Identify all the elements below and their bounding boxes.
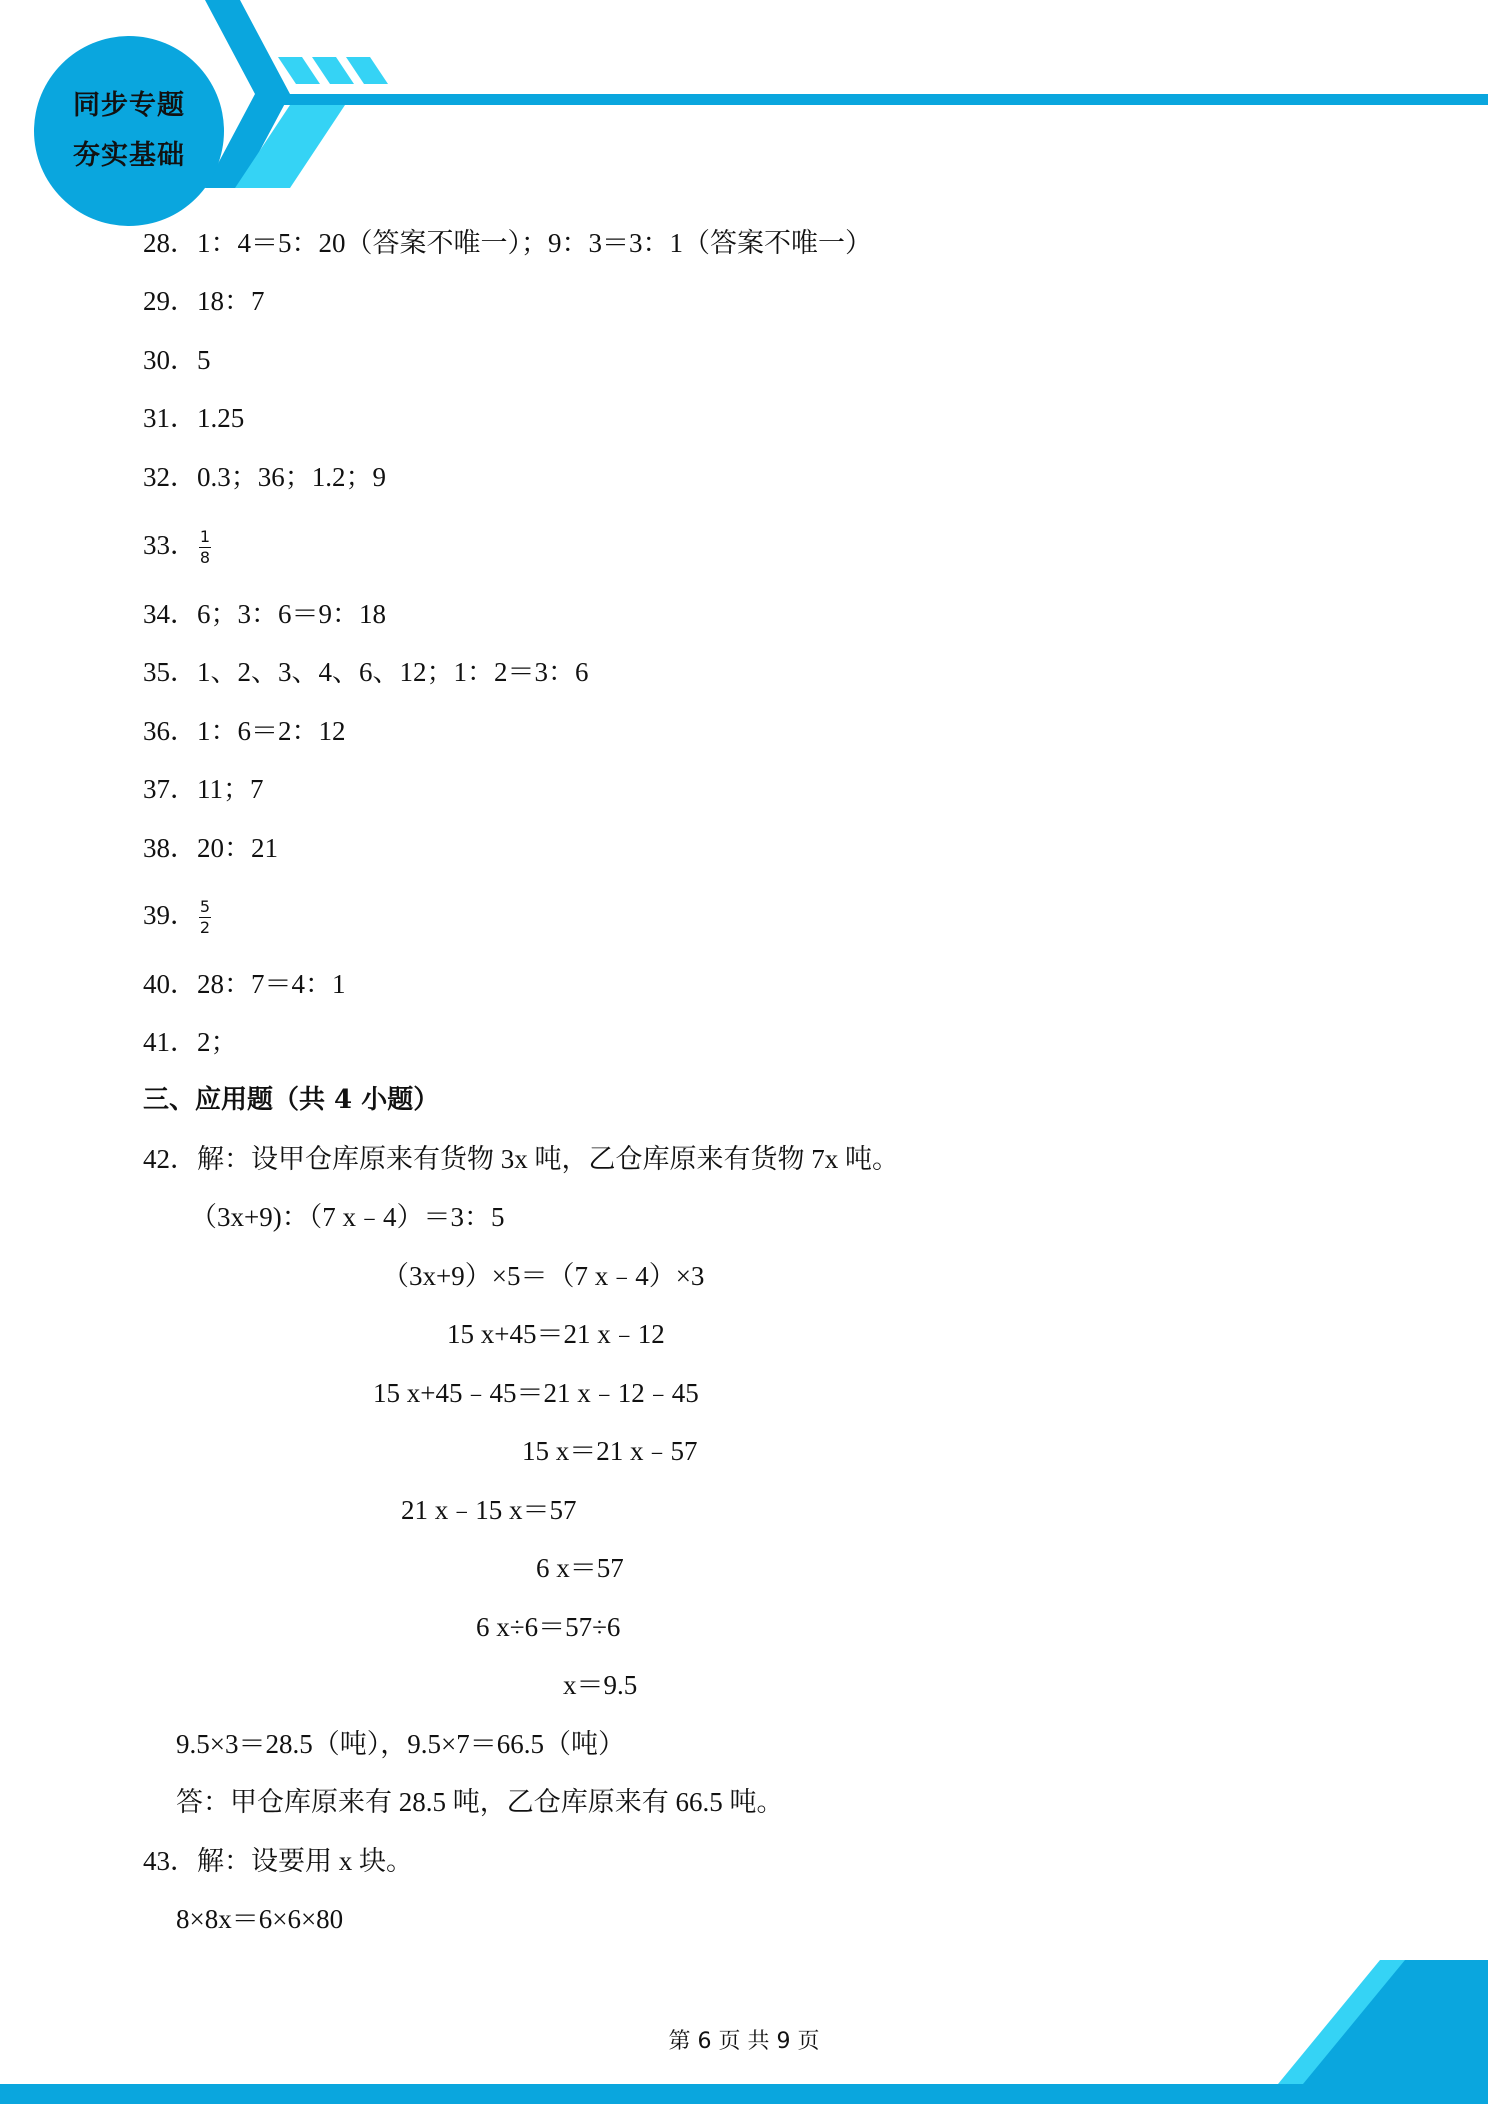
answer-41 — [143, 1025, 238, 1059]
q42-step: 15 x+45﹣45＝21 x﹣12﹣45 — [373, 1378, 699, 1408]
answer-35 — [143, 655, 589, 689]
q42-step: （3x+9）×5＝（7 x﹣4）×3 — [382, 1261, 705, 1291]
badge-line2: 夯实基础 — [73, 140, 185, 171]
answer-29 — [143, 284, 265, 318]
q42-step: 15 x＝21 x﹣57 — [522, 1436, 698, 1466]
answer-number: 29． — [143, 286, 197, 316]
answer-text: 1：6＝2：12 — [197, 716, 346, 746]
answer-number: 28． — [143, 228, 197, 258]
answer-32 — [143, 460, 386, 494]
page-number: 第 6 页 共 9 页 — [668, 2029, 820, 2054]
answer-28 — [143, 226, 872, 260]
answer-36 — [143, 714, 346, 748]
q42-step: 6 x÷6＝57÷6 — [476, 1612, 621, 1642]
q42-step: x＝9.5 — [563, 1670, 638, 1700]
answer-37 — [143, 772, 264, 806]
answer-30 — [143, 343, 211, 377]
answer-text: 0.3；36；1.2；9 — [197, 462, 386, 492]
answer-text: 28：7＝4：1 — [197, 969, 346, 999]
header-stripes-decoration — [0, 0, 1488, 200]
fraction-denominator: 2 — [199, 918, 211, 938]
answer-text: 1.25 — [197, 403, 245, 433]
q42-answer: 答：甲仓库原来有 28.5 吨，乙仓库原来有 66.5 吨。 — [176, 1787, 784, 1817]
answer-text: 1：4＝5：20（答案不唯一）；9：3＝3：1（答案不唯一） — [197, 228, 872, 258]
answer-number: 40． — [143, 969, 197, 999]
answer-text: 20：21 — [197, 833, 278, 863]
answer-number: 39． — [143, 900, 197, 930]
answer-number: 30． — [143, 345, 197, 375]
fraction — [199, 898, 211, 937]
answer-text: 6；3：6＝9：18 — [197, 599, 386, 629]
answer-33 — [143, 528, 211, 567]
q42-step: 6 x＝57 — [536, 1553, 624, 1583]
answer-text: 18：7 — [197, 286, 265, 316]
answer-number: 37． — [143, 774, 197, 804]
answer-40 — [143, 967, 346, 1001]
answer-text: 1、2、3、4、6、12；1：2＝3：6 — [197, 657, 589, 687]
answer-number: 38． — [143, 833, 197, 863]
q42-calculation: 9.5×3＝28.5（吨），9.5×7＝66.5（吨） — [176, 1729, 625, 1759]
answer-text: 5 — [197, 345, 211, 375]
answer-number: 34． — [143, 599, 197, 629]
fraction-numerator: 1 — [199, 527, 211, 547]
answer-number: 31． — [143, 403, 197, 433]
badge-line1: 同步专题 — [73, 90, 185, 121]
section-heading: 三、应用题（共 4 小题） — [143, 1085, 440, 1115]
q43-step: 8×8x＝6×6×80 — [176, 1904, 344, 1934]
answer-38 — [143, 831, 278, 865]
fraction-numerator: 5 — [199, 897, 211, 917]
answer-number: 32． — [143, 462, 197, 492]
answer-number: 41． — [143, 1027, 197, 1057]
header-badge — [34, 36, 224, 226]
answer-text: 2； — [197, 1027, 238, 1057]
q42-intro: 42．解：设甲仓库原来有货物 3x 吨，乙仓库原来有货物 7x 吨。 — [143, 1144, 899, 1174]
q43-intro: 43．解：设要用 x 块。 — [143, 1846, 413, 1876]
fraction — [199, 528, 211, 567]
q42-step: 21 x﹣15 x＝57 — [401, 1495, 577, 1525]
answer-number: 36． — [143, 716, 197, 746]
q42-step: 15 x+45＝21 x﹣12 — [447, 1319, 665, 1349]
answer-text: 11；7 — [197, 774, 264, 804]
q42-step: （3x+9)：（7 x﹣4）＝3：5 — [190, 1202, 505, 1232]
fraction-denominator: 8 — [199, 548, 211, 568]
answer-39 — [143, 898, 211, 937]
answer-34 — [143, 597, 386, 631]
answer-number: 35． — [143, 657, 197, 687]
answer-31 — [143, 401, 244, 435]
answer-number: 33． — [143, 530, 197, 560]
page-header — [0, 0, 1488, 200]
